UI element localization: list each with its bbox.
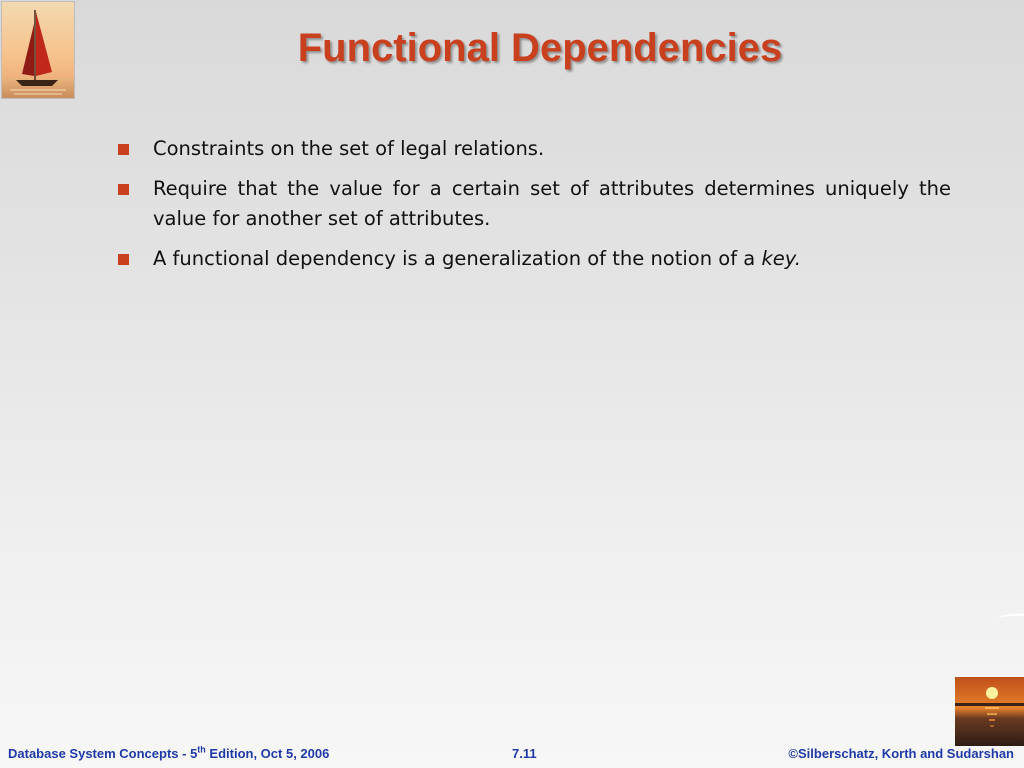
list-item bbox=[117, 134, 951, 164]
footer-copyright: ©Silberschatz, Korth and Sudarshan bbox=[788, 746, 1014, 761]
square-bullet-icon bbox=[118, 144, 129, 155]
list-item bbox=[117, 174, 951, 234]
bullet-emphasis: key. bbox=[761, 247, 801, 270]
page-title: Functional Dependencies bbox=[297, 26, 783, 70]
list-item bbox=[117, 244, 951, 274]
footer-book-info bbox=[8, 746, 329, 761]
sunset-image bbox=[955, 677, 1024, 746]
footer-page-number: 7.11 bbox=[512, 746, 537, 761]
swoosh-decoration bbox=[996, 607, 1024, 615]
bullet-text: Constraints on the set of legal relations. bbox=[153, 137, 545, 160]
footer-book-suffix: Edition, Oct 5, 2006 bbox=[205, 746, 330, 761]
bullet-text: Require that the value for a certain set of attributes determines uniquely the value for another set of attributes. bbox=[153, 177, 951, 230]
footer-book-prefix: Database System Concepts - 5 bbox=[8, 746, 198, 761]
square-bullet-icon bbox=[118, 184, 129, 195]
bullet-list bbox=[117, 134, 951, 284]
square-bullet-icon bbox=[118, 254, 129, 265]
footer bbox=[0, 744, 1024, 766]
footer-book-sup: th bbox=[197, 744, 206, 755]
bullet-text: A functional dependency is a generalization of the notion of a bbox=[153, 247, 762, 270]
